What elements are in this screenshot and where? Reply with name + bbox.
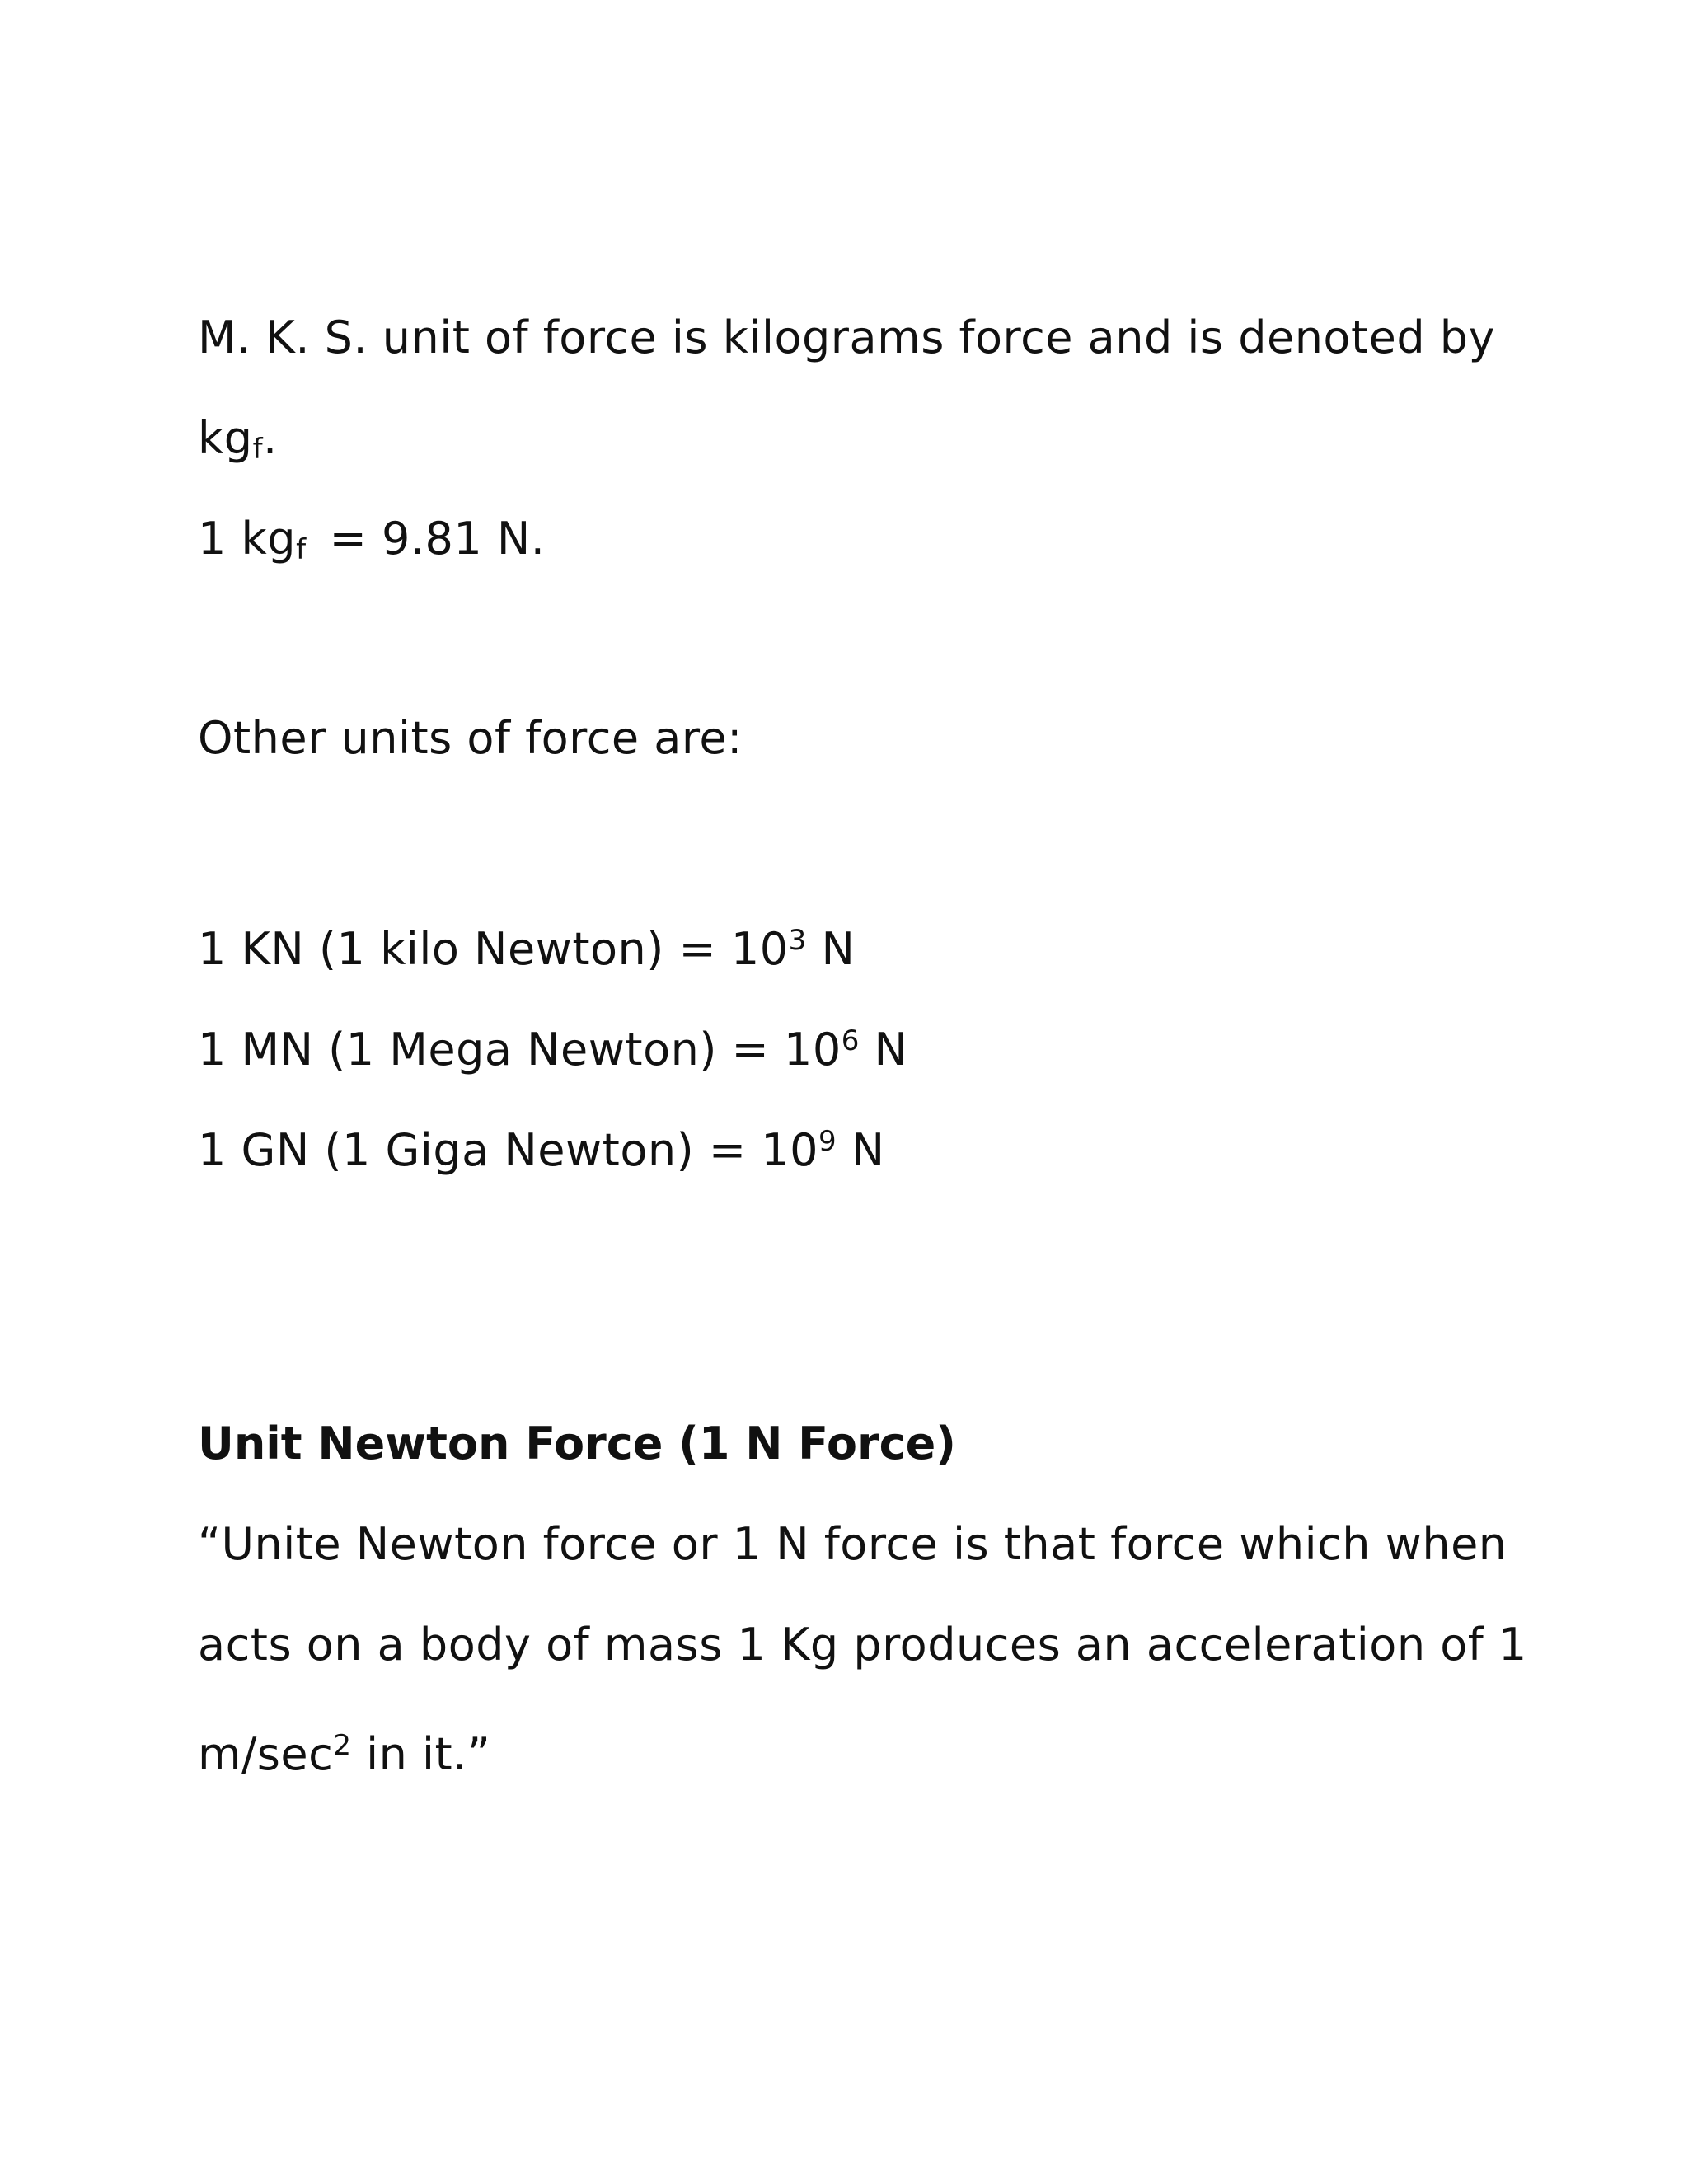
section-heading — [198, 1418, 956, 1470]
other-units-line — [198, 712, 743, 765]
giga-newton-text: 1 GN (1 Giga Newton) = 10 — [198, 1124, 818, 1176]
giga-newton-line — [198, 1115, 885, 1177]
kgf-subscript: f — [252, 433, 264, 466]
kgf-equation-value: = 9.81 N. — [329, 513, 546, 565]
kgf-equation — [198, 513, 545, 576]
definition-exponent: 2 — [333, 1729, 352, 1762]
definition-line-1 — [198, 1518, 1507, 1571]
kgf-line — [198, 412, 278, 476]
mega-newton-line — [198, 1015, 907, 1076]
definition-line-3 — [198, 1719, 490, 1781]
kilo-newton-exponent: 3 — [788, 924, 807, 957]
other-units-text: Other units of force are: — [198, 712, 743, 764]
mega-newton-exponent: 6 — [841, 1024, 860, 1057]
mega-newton-unit: N — [859, 1024, 908, 1076]
giga-newton-unit: N — [837, 1124, 885, 1176]
mega-newton-text: 1 MN (1 Mega Newton) = 10 — [198, 1024, 842, 1076]
kilo-newton-text: 1 KN (1 kilo Newton) = 10 — [198, 923, 789, 975]
definition-text-2: acts on a body of mass 1 Kg produces an acceleration of 1 — [198, 1619, 1527, 1671]
mks-unit-text: M. K. S. unit of force is kilograms force and is denoted by — [198, 312, 1496, 363]
kgf-period: . — [263, 412, 278, 464]
kgf-equation-one: 1 — [198, 513, 227, 565]
kgf-equation-subscript: f — [296, 533, 307, 566]
kilo-newton-unit: N — [806, 923, 856, 975]
kgf-text: kg — [198, 412, 253, 464]
kilo-newton-line — [198, 914, 855, 976]
giga-newton-exponent: 9 — [818, 1125, 837, 1158]
kgf-equation-kg: kg — [241, 513, 297, 565]
definition-text-3-end: in it.” — [351, 1728, 491, 1780]
mks-unit-line — [198, 312, 1495, 364]
definition-text-1: “Unite Newton force or 1 N force is that force which when — [198, 1518, 1507, 1570]
section-heading-text: Unit Newton Force (1 N Force) — [198, 1418, 956, 1469]
definition-text-3: m/sec — [198, 1728, 334, 1780]
definition-line-2 — [198, 1619, 1527, 1671]
